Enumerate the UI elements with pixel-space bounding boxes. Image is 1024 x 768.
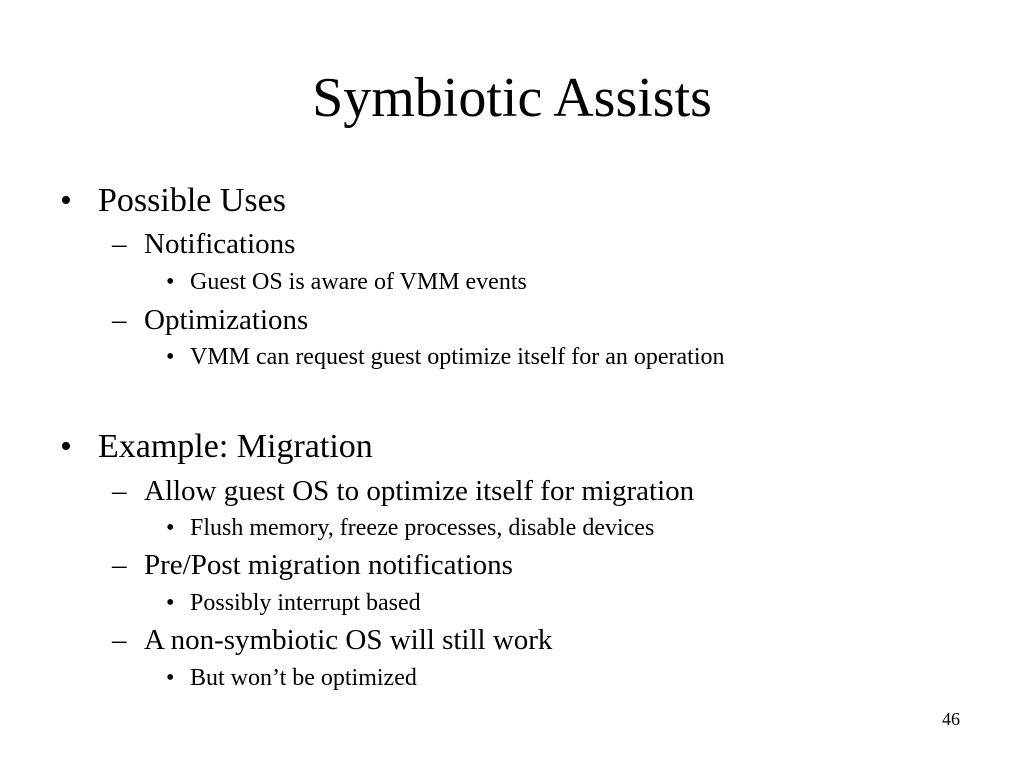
detail-marker: •	[166, 515, 175, 541]
detail-text: But won’t be optimized	[190, 665, 417, 691]
detail-marker: •	[166, 590, 175, 616]
bullet-text: Possible Uses	[98, 182, 286, 219]
bullet-marker: •	[60, 428, 72, 465]
sub-bullet-text: Optimizations	[144, 304, 309, 336]
detail-text: Guest OS is aware of VMM events	[190, 269, 527, 295]
detail-text: Flush memory, freeze processes, disable devices	[190, 515, 655, 541]
sub-bullet-text: A non-symbiotic OS will still work	[144, 624, 553, 656]
dash-marker: –	[112, 475, 127, 507]
detail-marker: •	[166, 344, 175, 370]
sub-bullet-text: Allow guest OS to optimize itself for migration	[144, 475, 695, 507]
sub-bullet-text: Pre/Post migration notifications	[144, 549, 513, 581]
dash-marker: –	[112, 228, 127, 260]
sub-bullet-text: Notifications	[144, 228, 296, 260]
detail-marker: •	[166, 269, 175, 295]
slide-title: Symbiotic Assists	[312, 67, 712, 129]
bullet-text: Example: Migration	[98, 428, 373, 465]
page-number: 46	[942, 709, 960, 729]
dash-marker: –	[112, 624, 127, 656]
detail-marker: •	[166, 665, 175, 691]
detail-text: VMM can request guest optimize itself for an operation	[190, 344, 725, 370]
dash-marker: –	[112, 304, 127, 336]
dash-marker: –	[112, 549, 127, 581]
bullet-marker: •	[60, 182, 72, 219]
detail-text: Possibly interrupt based	[190, 590, 421, 616]
